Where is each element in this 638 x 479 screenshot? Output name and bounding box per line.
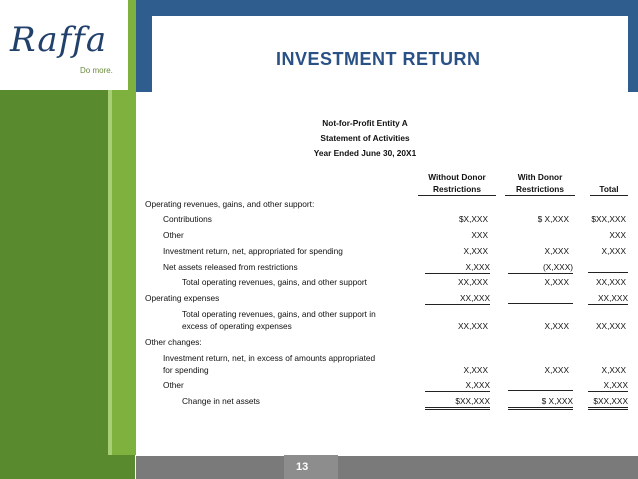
row-other2-label: Other: [163, 380, 184, 390]
row-operating-expenses-label: Operating expenses: [145, 293, 220, 303]
row-investment-without: X,XXX: [463, 246, 488, 256]
col-with-line2: Restrictions: [505, 184, 575, 196]
page-number: 13: [296, 461, 309, 473]
slide-title: INVESTMENT RETURN: [276, 49, 481, 69]
row-excess-with: X,XXX: [544, 321, 569, 331]
footer-bar: [136, 456, 638, 479]
row-total-operating-total: XX,XXX: [596, 277, 626, 287]
row-contributions-without: $X,XXX: [458, 214, 488, 224]
row-total-operating-with: X,XXX: [544, 277, 569, 287]
row-investment-excess-line2: for spending: [163, 365, 209, 375]
row-other-label: Other: [163, 230, 184, 240]
row-investment-excess-total: X,XXX: [601, 365, 626, 375]
row-excess-without: XX,XXX: [458, 321, 488, 331]
col-total: Total: [590, 184, 628, 196]
col-without-line1: Without Donor: [428, 172, 486, 182]
row-change-net-assets-label: Change in net assets: [182, 396, 260, 406]
statement-entity: Not-for-Profit Entity A: [322, 118, 408, 128]
row-operating-revenues-heading: Operating revenues, gains, and other support:: [145, 199, 315, 209]
row-operating-expenses-total: XX,XXX: [588, 293, 628, 305]
row-excess-label-line2: excess of operating expenses: [182, 321, 292, 331]
row-total-operating-without: XX,XXX: [458, 277, 488, 287]
col-without-line2: Restrictions: [418, 184, 496, 196]
row-other-total: XXX: [609, 230, 626, 240]
row-released-without: X,XXX: [425, 262, 490, 274]
logo-text: Raffa: [10, 20, 108, 60]
row-total-operating-label: Total operating revenues, gains, and other support: [182, 277, 367, 287]
row-change-net-assets-without: $XX,XXX: [425, 396, 490, 410]
row-change-net-assets-with: $ X,XXX: [508, 396, 573, 410]
row-contributions-label: Contributions: [163, 214, 212, 224]
row-operating-expenses-with-rule: [508, 293, 573, 304]
row-other2-with-rule: [508, 380, 573, 391]
col-with-line1: With Donor: [517, 172, 563, 182]
row-change-net-assets-total: $XX,XXX: [588, 396, 628, 410]
row-excess-label-line1: Total operating revenues, gains, and other support in: [182, 309, 376, 319]
row-investment-with: X,XXX: [544, 246, 569, 256]
row-investment-excess-line1: Investment return, net, in excess of amounts appropriated: [163, 353, 376, 363]
statement-period: Year Ended June 30, 20X1: [313, 148, 417, 158]
row-other2-without: X,XXX: [425, 380, 490, 392]
row-contributions-total: $XX,XXX: [591, 214, 626, 224]
row-released-with: (X,XXX): [508, 262, 573, 274]
row-other-without: XXX: [471, 230, 488, 240]
row-excess-total: XX,XXX: [596, 321, 626, 331]
row-released-label: Net assets released from restrictions: [163, 262, 298, 272]
row-released-total-rule: [588, 262, 628, 273]
row-other-changes-heading: Other changes:: [145, 337, 202, 347]
row-contributions-with: $ X,XXX: [537, 214, 569, 224]
logo: [0, 0, 128, 90]
row-investment-excess-without: X,XXX: [463, 365, 488, 375]
row-operating-expenses-without: XX,XXX: [425, 293, 490, 305]
row-investment-total: X,XXX: [601, 246, 626, 256]
footer-page-tab: [284, 455, 338, 479]
statement-name: Statement of Activities: [320, 133, 410, 143]
logo-tagline: Do more.: [80, 66, 113, 75]
row-other2-total: X,XXX: [588, 380, 628, 392]
row-investment-excess-with: X,XXX: [544, 365, 569, 375]
row-investment-label: Investment return, net, appropriated for spending: [163, 246, 343, 256]
